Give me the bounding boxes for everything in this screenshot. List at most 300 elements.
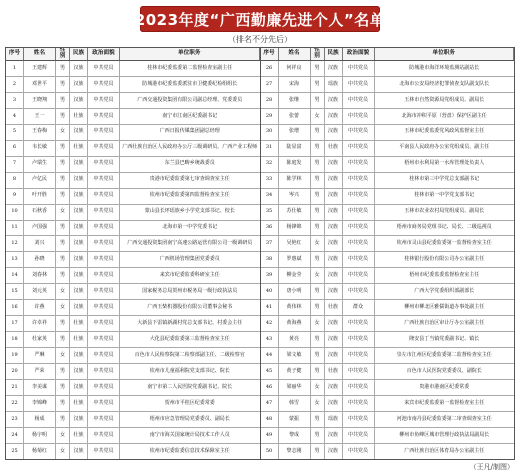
table-row [261,93,515,109]
seq-cell: 4 [6,109,24,124]
table-row [6,284,260,300]
political-status-cell: 中共党员 [343,236,375,251]
position-cell: 广西交通投资集团有限公司副总经理、党委委员 [137,96,243,103]
position-cell: 广西交通投资集团南宁高速公路运营有限公司一级调研员 [127,240,253,247]
ethnicity-cell: 壮族 [70,428,88,443]
table-row [6,332,260,348]
position-cell: 南宁市江南区纪委副书记 [162,112,218,119]
gender-cell: 男 [311,412,325,427]
name-cell: 李美谋 [24,380,56,395]
position-cell: 河池市南丹县纪委监委第二审查调查室主任 [396,415,492,422]
honor-list-table [5,47,515,460]
ethnicity-cell: 汉族 [325,173,343,188]
ethnicity-cell: 汉族 [325,348,343,363]
seq-cell: 35 [261,205,279,220]
position-cell: 北海市公安局经济犯罪侦查支队副支队长 [399,80,490,87]
ethnicity-cell: 汉族 [325,93,343,108]
name-cell: 杨锋锦 [279,221,311,236]
table-row [261,109,515,125]
political-status-cell: 中共党员 [88,157,120,172]
gender-cell: 女 [56,205,70,220]
ethnicity-cell: 壮族 [70,109,88,124]
gender-cell: 男 [311,444,325,459]
position-cell: 玉林市纪委监委党风政风监督室主任 [404,128,485,135]
name-cell: 卢亿民 [24,173,56,188]
position-cell: 柳州市柳北区雅儒街道办事处副主任 [404,303,485,310]
table-row [6,444,260,459]
position-cell: 钦州市纪委监委信息技术保障室主任 [149,447,230,454]
name-cell: 叶开胜 [24,189,56,204]
political-status-cell: 中共党员 [88,348,120,363]
gender-cell: 男 [311,173,325,188]
political-status-cell: 中共党员 [88,332,120,347]
position-cell: 防城港市纪委监委派驻市卫健委纪检组组长 [142,80,238,87]
name-cell: 黄伟林 [279,300,311,315]
political-status-cell: 中共党员 [88,364,120,379]
name-cell: 王春梅 [24,125,56,140]
seq-cell: 5 [6,125,24,140]
gender-cell: 男 [311,157,325,172]
name-cell: 孙晓 [24,252,56,267]
ethnicity-cell: 汉族 [325,428,343,443]
seq-cell: 32 [261,157,279,172]
seq-cell: 9 [6,189,24,204]
table-row [6,236,260,252]
seq-cell: 19 [6,348,24,363]
ethnicity-cell: 汉族 [70,268,88,283]
ethnicity-cell: 汉族 [70,61,88,76]
table-row [261,444,515,459]
name-cell: 许燕 [24,300,56,315]
table-row [261,412,515,428]
position-cell: 贺州市平桂区纪委常委 [164,399,215,406]
ethnicity-cell: 壮族 [70,316,88,331]
ethnicity-cell: 汉族 [70,77,88,92]
ethnicity-cell: 汉族 [70,125,88,140]
table-row [6,205,260,221]
position-cell: 梧州市商务局党组书记、局长、二级巡视员 [396,224,492,231]
political-status-cell: 中共党员 [88,141,120,156]
name-cell: 蒙振 [279,412,311,427]
gender-cell: 男 [311,93,325,108]
seq-cell: 34 [261,189,279,204]
gender-cell: 女 [56,300,70,315]
table-row [261,364,515,380]
name-cell: 张蕾 [279,109,311,124]
name-cell: 杜家英 [24,332,56,347]
political-status-cell: 中共党员 [88,109,120,124]
name-cell: 陈庭发 [279,157,311,172]
gender-cell: 男 [311,284,325,299]
gender-cell: 女 [311,268,325,283]
political-status-cell: 中共党员 [343,364,375,379]
political-status-cell: 中共党员 [88,77,120,92]
header-gender-cell: 性别 [56,48,70,60]
seq-cell: 28 [261,93,279,108]
position-cell: 东兰县巴畴乡统战委员 [164,160,215,167]
political-status-cell: 中共党员 [88,61,120,76]
seq-cell: 44 [261,348,279,363]
position-cell: 广西壮族自治区人民政府办公厅三级调研员、广西产业工程师 [122,144,258,151]
table-row [6,109,260,125]
table-row [6,125,260,141]
name-cell: 卢国强 [24,221,56,236]
ethnicity-cell: 汉族 [70,284,88,299]
name-cell: 刘春林 [24,268,56,283]
name-cell: 柳金莹 [279,268,311,283]
political-status-cell: 中共党员 [343,348,375,363]
ethnicity-cell: 汉族 [325,380,343,395]
seq-cell: 40 [261,284,279,299]
gender-cell: 男 [311,141,325,156]
political-status-cell: 中共党员 [343,396,375,411]
political-status-cell: 中共党员 [88,205,120,220]
ethnicity-cell: 汉族 [325,284,343,299]
ethnicity-cell: 汉族 [70,412,88,427]
seq-cell: 3 [6,93,24,108]
name-cell: 严琳 [24,348,56,363]
table-row [6,221,260,237]
gender-cell: 男 [56,157,70,172]
political-status-cell: 中共党员 [343,173,375,188]
table-row [261,77,515,93]
political-status-cell: 中共党员 [343,221,375,236]
position-cell: 柳州市鱼峰区城市管理行政执法局副局长 [399,431,490,438]
name-cell: 吴艳红 [279,236,311,251]
gender-cell: 男 [56,221,70,236]
table-row [261,300,515,316]
seq-cell: 50 [261,444,279,459]
ethnicity-cell: 汉族 [325,205,343,220]
ethnicity-cell: 汉族 [70,252,88,267]
gender-cell: 女 [311,109,325,124]
table-row [261,348,515,364]
political-status-cell: 中共党员 [343,316,375,331]
ethnicity-cell: 汉族 [70,300,88,315]
seq-cell: 46 [261,380,279,395]
ethnicity-cell: 壮族 [325,300,343,315]
ethnicity-cell: 瑶族 [325,412,343,427]
position-cell: 广西壮族自治区审计厅办公室副主任 [404,319,485,326]
seq-cell: 27 [261,77,279,92]
name-cell: 卢瑞生 [24,157,56,172]
position-cell: 桂林银行股份有限公司办公室副主任 [404,256,485,263]
table-row [261,396,515,412]
header-gender-cell: 性别 [311,48,325,60]
political-status-cell: 中共党员 [343,444,375,459]
gender-cell: 男 [56,364,70,379]
gender-cell: 女 [56,444,70,459]
name-cell: 石秋香 [24,205,56,220]
seq-cell: 39 [261,268,279,283]
name-cell: 李锦峰 [24,396,56,411]
table-row [6,300,260,316]
table-row [261,141,515,157]
seq-cell: 36 [261,221,279,236]
gender-cell: 男 [311,221,325,236]
position-cell: 北海市第一中学党委书记 [162,224,218,231]
gender-cell: 男 [56,268,70,283]
political-status-cell: 中共党员 [343,205,375,220]
ethnicity-cell: 汉族 [325,157,343,172]
gender-cell: 男 [311,252,325,267]
name-cell: 陈学林 [279,173,311,188]
seq-cell: 24 [6,428,24,443]
table-row [6,348,260,364]
name-cell: 杨菊红 [24,444,56,459]
position-cell: 国家税务总局贺州市税务局一级行政执法员 [142,288,238,295]
ethnicity-cell: 汉族 [70,348,88,363]
seq-cell: 18 [6,332,24,347]
gender-cell: 男 [311,364,325,379]
ethnicity-cell: 汉族 [70,189,88,204]
position-cell: 北海市冲积平原（营盘）保护区副主任 [401,112,487,119]
ethnicity-cell: 汉族 [325,236,343,251]
position-cell: 百色市人民检察院第二检察部副主任、二级检察官 [134,351,245,358]
gender-cell: 女 [311,236,325,251]
position-cell: 广西壮族自治区体育局办公室副主任 [404,447,485,454]
seq-cell: 37 [261,236,279,251]
name-cell: 唐小明 [279,284,311,299]
position-cell: 桂林市纪委监委第二监督检查室副主任 [147,64,233,71]
seq-cell: 43 [261,332,279,347]
position-cell: 蒙山县长坪瑶族乡小学党支部书记、校长 [144,208,235,215]
political-status-cell: 中共党员 [343,157,375,172]
name-cell: 罗惠斌 [279,252,311,267]
seq-cell: 10 [6,205,24,220]
political-status-cell: 中共党员 [343,284,375,299]
table-left-half [6,48,261,459]
political-status-cell: 中共党员 [343,125,375,140]
position-cell: 南宁市海关国家统计局技术工作人员 [149,431,230,438]
seq-cell: 47 [261,396,279,411]
position-cell: 崇左市江州区纪委监委第二监督检查室主任 [396,351,492,358]
ethnicity-cell: 壮族 [70,396,88,411]
seq-cell: 38 [261,252,279,267]
page-title: 2023年度“广西勤廉先进个人”名单 [134,10,386,29]
seq-cell: 31 [261,141,279,156]
political-status-cell: 中共党员 [88,412,120,427]
position-cell: 广西机场管理集团党委委员 [159,256,220,263]
gender-cell: 男 [56,252,70,267]
position-cell: 梧州市应急管理局党委委员、副局长 [149,415,230,422]
seq-cell: 16 [6,300,24,315]
ethnicity-cell: 汉族 [70,236,88,251]
table-row [261,428,515,444]
ethnicity-cell: 汉族 [325,316,343,331]
ethnicity-cell: 汉族 [325,444,343,459]
seq-cell: 30 [261,125,279,140]
political-status-cell: 中共党员 [88,380,120,395]
table-row [261,284,515,300]
political-status-cell: 中共党员 [343,141,375,156]
position-cell: 贵港市纪委监委第七审查调查室主任 [149,176,230,183]
table-row [6,141,260,157]
seq-cell: 14 [6,268,24,283]
seq-cell: 21 [6,380,24,395]
table-row [6,412,260,428]
table-row [6,252,260,268]
political-status-cell: 群众 [343,300,375,315]
name-cell: 邓世平 [24,77,56,92]
gender-cell: 男 [311,189,325,204]
table-row [261,125,515,141]
name-cell: 王一 [24,109,56,124]
name-cell: 杨成 [24,412,56,427]
gender-cell: 男 [56,77,70,92]
table-row [261,316,515,332]
seq-cell: 11 [6,221,24,236]
ethnicity-cell: 汉族 [325,268,343,283]
gender-cell: 女 [56,428,70,443]
ethnicity-cell: 汉族 [325,125,343,140]
seq-cell: 26 [261,61,279,76]
seq-cell: 1 [6,61,24,76]
ethnicity-cell: 汉族 [325,396,343,411]
political-status-cell: 中共党员 [343,428,375,443]
name-cell: 岑兴 [279,189,311,204]
table-row [261,205,515,221]
position-cell: 梧州市纪委监委监督检查室主任 [409,272,480,279]
political-status-cell: 中共党员 [343,252,375,267]
table-row [261,332,515,348]
gender-cell: 男 [311,332,325,347]
name-cell: 张继 [279,93,311,108]
gender-cell: 男 [56,93,70,108]
ethnicity-cell: 汉族 [325,189,343,204]
position-cell: 平南县人民政府办公室党组成员、副主任 [399,144,490,151]
seq-cell: 33 [261,173,279,188]
gender-cell: 男 [311,125,325,140]
table-row [6,364,260,380]
position-cell: 来宾市纪委监委第一监督检查室主任 [404,399,485,406]
name-cell: 刘元英 [24,284,56,299]
ethnicity-cell: 汉族 [70,93,88,108]
seq-cell: 22 [6,396,24,411]
name-cell: 黄海燕 [279,316,311,331]
seq-cell: 20 [6,364,24,379]
seq-cell: 45 [261,364,279,379]
political-status-cell: 中共党员 [343,109,375,124]
header-position-cell: 单位职务 [120,48,260,60]
gender-cell: 男 [56,109,70,124]
gender-cell: 女 [56,348,70,363]
ethnicity-cell: 瑶族 [325,77,343,92]
gender-cell: 男 [311,348,325,363]
political-status-cell: 中共党员 [88,428,120,443]
seq-cell: 13 [6,252,24,267]
position-cell: 隆安县丁当镇党委副书记、镇长 [409,335,480,342]
position-cell: 大化县纪委监委第三监督检查室主任 [149,335,230,342]
table-row [6,93,260,109]
political-status-cell: 中共党员 [343,332,375,347]
name-cell: 黎成 [279,428,311,443]
seq-cell: 12 [6,236,24,251]
seq-cell: 48 [261,412,279,427]
gender-cell: 男 [311,77,325,92]
table-row [261,252,515,268]
position-cell: 广西日报传媒集团副总经理 [159,128,220,135]
gender-cell: 女 [311,316,325,331]
gender-cell: 女 [311,396,325,411]
gender-cell: 男 [56,316,70,331]
seq-cell: 6 [6,141,24,156]
name-cell: 宋海 [279,77,311,92]
ethnicity-cell: 壮族 [70,141,88,156]
table-row [261,268,515,284]
name-cell: 张增 [279,125,311,140]
political-status-cell: 中共党员 [88,189,120,204]
political-status-cell: 中共党员 [88,252,120,267]
ethnicity-cell: 汉族 [325,221,343,236]
political-status-cell: 中共党员 [88,221,120,236]
position-cell: 广西玉柴机器股份有限公司董事会秘书 [147,303,233,310]
name-cell: 刘兴 [24,236,56,251]
header-ethnicity-cell: 民族 [70,48,88,60]
name-cell: 梁文敏 [279,348,311,363]
seq-cell: 23 [6,412,24,427]
gender-cell: 男 [56,332,70,347]
title-banner [134,6,386,32]
political-status-cell: 中共党员 [88,300,120,315]
gender-cell: 男 [56,61,70,76]
position-cell: 桂林市第三中学党总支部副书记 [409,176,480,183]
table-row [261,380,515,396]
name-cell: 许卓祥 [24,316,56,331]
name-cell: 严荣 [24,364,56,379]
position-cell: 大新县下雷镇新湖村党总支部书记、村委会主任 [137,319,243,326]
credit-line: （王凡/制图） [469,463,514,471]
name-cell: 梁丽华 [279,380,311,395]
name-cell: 黎志刚 [279,444,311,459]
name-cell: 韦长敏 [24,141,56,156]
position-cell: 钦州市儿童福利院党支部书记、院长 [149,367,230,374]
ethnicity-cell: 汉族 [70,205,88,220]
seq-cell: 2 [6,77,24,92]
name-cell: 王晓翔 [24,93,56,108]
political-status-cell: 中共党员 [88,236,120,251]
table-row [6,61,260,77]
name-cell: 何祥良 [279,61,311,76]
political-status-cell: 中共党员 [88,173,120,188]
table-row [6,396,260,412]
header-position-cell: 单位职务 [375,48,515,60]
gender-cell: 男 [311,300,325,315]
political-status-cell: 中共党员 [88,268,120,283]
political-status-cell: 中共党员 [88,125,120,140]
header-seq-cell: 序号 [261,48,279,60]
political-status-cell: 中共党员 [88,284,120,299]
table-row [6,77,260,93]
position-cell: 桂林市第一中学党支部书记 [414,192,475,199]
gender-cell: 男 [311,205,325,220]
position-cell: 贵港市港南区纪委常委 [419,383,470,390]
ethnicity-cell: 汉族 [70,364,88,379]
political-status-cell: 中共党员 [88,316,120,331]
position-cell: 来宾市纪委监委科研室主任 [159,272,220,279]
header-seq-cell: 序号 [6,48,24,60]
header-name-cell: 姓名 [279,48,311,60]
name-cell: 苏仕敏 [279,205,311,220]
gender-cell: 男 [56,189,70,204]
political-status-cell: 中共党员 [343,380,375,395]
table-row [6,380,260,396]
name-cell: 王建辉 [24,61,56,76]
position-cell: 梧州市水利局第一水库管理处负责人 [404,160,485,167]
table-row [6,189,260,205]
table-row [261,173,515,189]
ethnicity-cell: 汉族 [325,61,343,76]
